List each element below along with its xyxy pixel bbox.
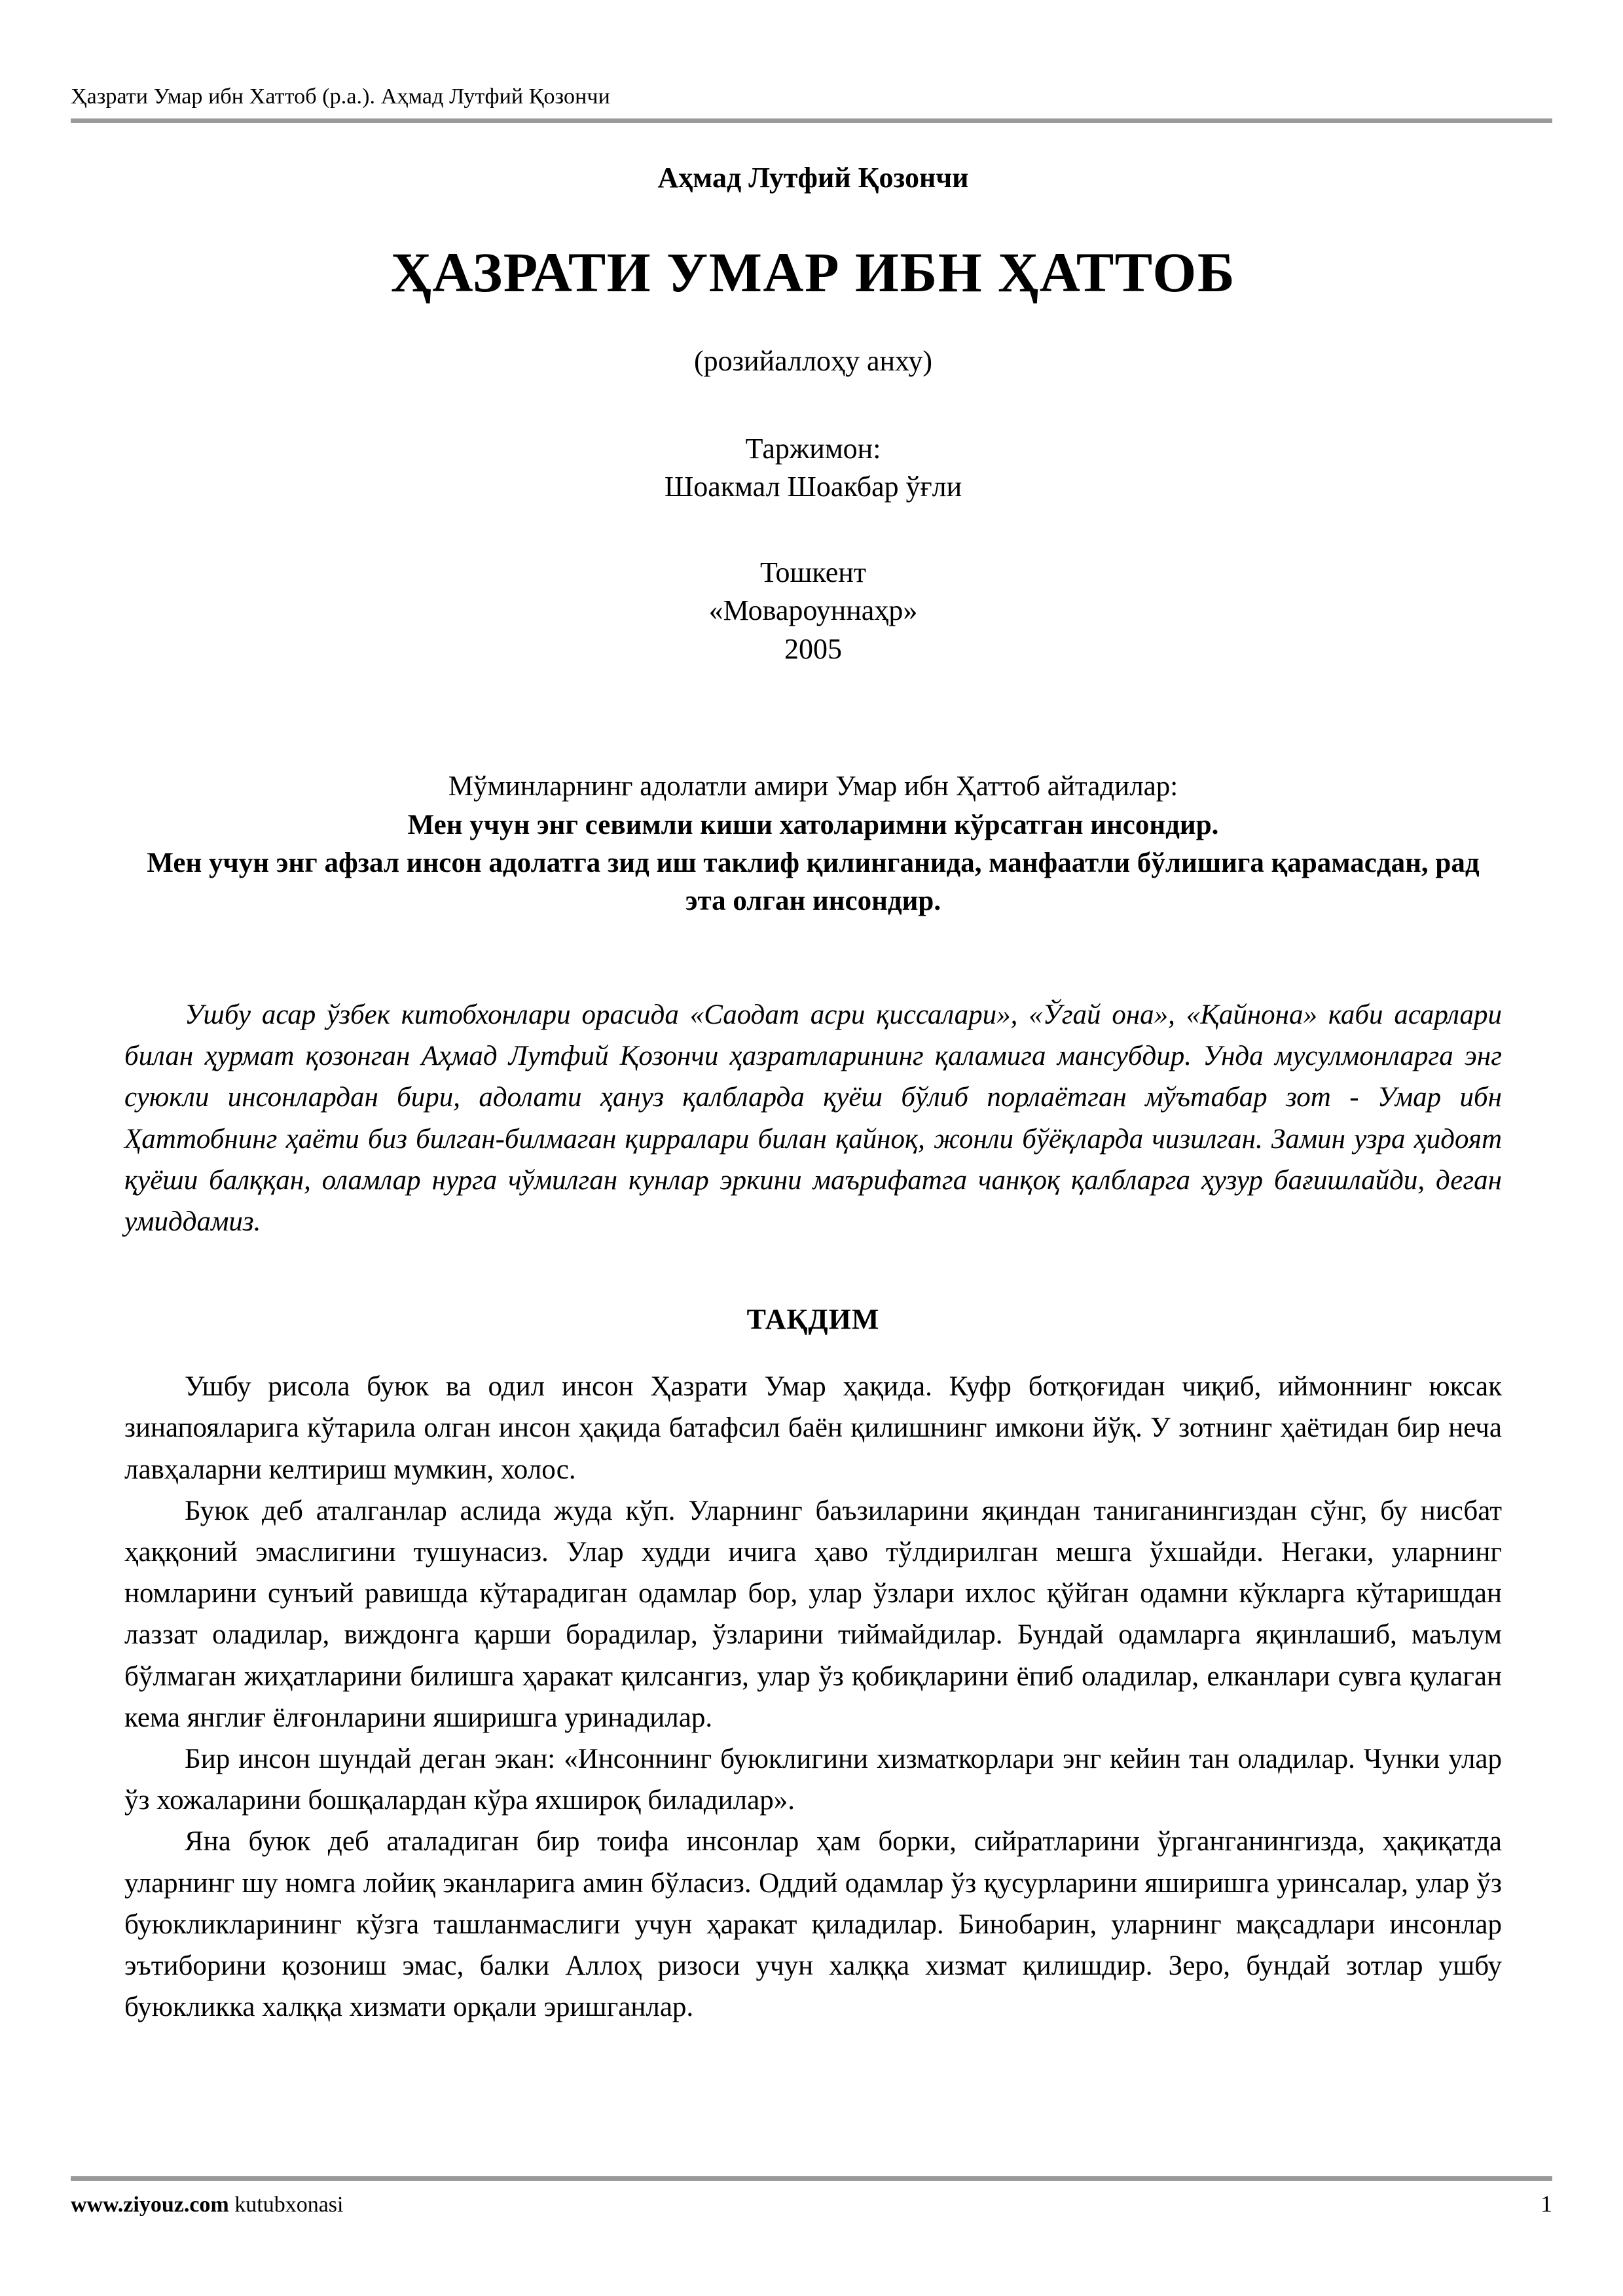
document-content	[124, 145, 1502, 2028]
page-footer	[71, 2176, 1552, 2219]
header-divider-rule	[71, 118, 1552, 123]
imprint-publisher: «Мовароуннаҳр»	[708, 594, 918, 627]
section-heading-takdim: ТАҚДИМ	[746, 1303, 880, 1336]
footer-site-suffix: kutubxonasi	[228, 2193, 344, 2217]
footer-divider-rule	[71, 2176, 1552, 2181]
body-paragraph: Бир инсон шундай деган экан: «Инсоннинг буюклигини хизматкорлари энг кейин тан оладилар. Чунки улар ўз хожаларини бошқалардан кўра яхшироқ биладилар».	[124, 1744, 1502, 1816]
epigraph-line-1: Мен учун энг севимли киши хатоларимни кўрсатган инсондир.	[407, 809, 1219, 840]
epigraph-quote	[124, 768, 1502, 921]
translator-label: Таржимон:	[745, 432, 881, 465]
imprint-city: Тошкент	[759, 556, 867, 588]
running-header	[71, 84, 1552, 123]
annotation-paragraph: Ушбу асар ўзбек китобхонлари орасида «Саодат асри қиссалари», «Ўгай она», «Қайнона» каби асарлари билан ҳурмат қозонган Аҳмад Лутфий Қозончи ҳазратларининг қаламига мансубдир. Унда мусулмонларга энг суюкли инсонлардан бири, адолати ҳануз қалбларда қуёш бўлиб порлаётган мўътабар зот - Умар ибн Ҳаттобнинг ҳаёти биз билган-билмаган қирралари билан қайноқ, жонли бўёқларда чизилган. Замин узра ҳидоят қуёши балққан, оламлар нурга чўмилган кунлар эркини маърифатга чанқоқ қалбларга ҳузур бағишлайди, деган умиддамиз.	[124, 999, 1502, 1237]
body-paragraph: Яна буюк деб аталадиган бир тоифа инсонлар ҳам борки, сийратларини ўрганганингизда, ҳақиқатда уларнинг шу номга лойиқ эканларига амин бўласиз. Оддий одамлар ўз қусурларини яширишга уринсалар, улар ўз буюкликларининг кўзга ташланмаслиги учун ҳаракат қиладилар. Бинобарин, уларнинг мақсадлари инсонлар эътиборини қозониш эмас, балки Аллоҳ ризоси учун халққа хизмат қилишдир. Зеро, бундай зотлар ушбу буюкликка халққа хизмати орқали эришганлар.	[124, 1826, 1502, 2023]
title-honorific: (розийаллоҳу анху)	[693, 344, 932, 377]
running-header-text: Ҳазрати Умар ибн Хаттоб (р.а.). Аҳмад Лутфий Қозончи	[71, 84, 610, 109]
page-title: ҲАЗРАТИ УМАР ИБН ҲАТТОБ	[390, 241, 1236, 304]
footer-source	[71, 2192, 343, 2219]
body-paragraph: Буюк деб аталганлар аслида жуда кўп. Уларнинг баъзиларини яқиндан таниганингиздан сўнг, бу нисбат ҳаққоний эмаслигини тушунасиз. Улар худди ичига ҳаво тўлдирилган мешга ўхшайди. Негаки, уларнинг номларини сунъий равишда кўтарадиган одамлар бор, улар ўзлари ихлос қўйган одамни кўкларга кўтаришдан лаззат оладилар, виждонга қарши борадилар, ўзларини тиймайдилар. Бундай одамларга яқинлашиб, маълум бўлмаган жиҳатларини билишга ҳаракат қилсангиз, улар ўз қобиқларини ёпиб оладилар, елканлари сувга қулаган кема янглиғ ёлғонларини яширишга уринадилар.	[124, 1495, 1502, 1733]
epigraph-line-2: Мен учун энг афзал инсон адолатга зид иш таклиф қилинганида, манфаатли бўлишига қарамасдан, рад эта олган инсондир.	[147, 848, 1480, 917]
translator-block	[124, 430, 1502, 507]
epigraph-attribution: Мўминларнинг адолатли амири Умар ибн Ҳаттоб айтадилар:	[448, 771, 1178, 802]
translator-name: Шоакмал Шоакбар ўғли	[664, 471, 962, 503]
body-text	[124, 1366, 1502, 2028]
imprint-block	[124, 554, 1502, 669]
footer-site-link[interactable]: www.ziyouz.com	[71, 2193, 229, 2217]
author-name: Аҳмад Лутфий Қозончи	[657, 162, 969, 194]
imprint-year: 2005	[784, 632, 842, 665]
page-number: 1	[1541, 2191, 1552, 2217]
body-paragraph: Ушбу рисола буюк ва одил инсон Ҳазрати Умар ҳақида. Куфр ботқоғидан чиқиб, иймоннинг юксак зинапояларига кўтарила олган инсон ҳақида батафсил баён қилишнинг имкони йўқ. У зотнинг ҳаётидан бир неча лавҳаларни келтириш мумкин, холос.	[124, 1371, 1502, 1485]
footer-row	[71, 2190, 1552, 2219]
